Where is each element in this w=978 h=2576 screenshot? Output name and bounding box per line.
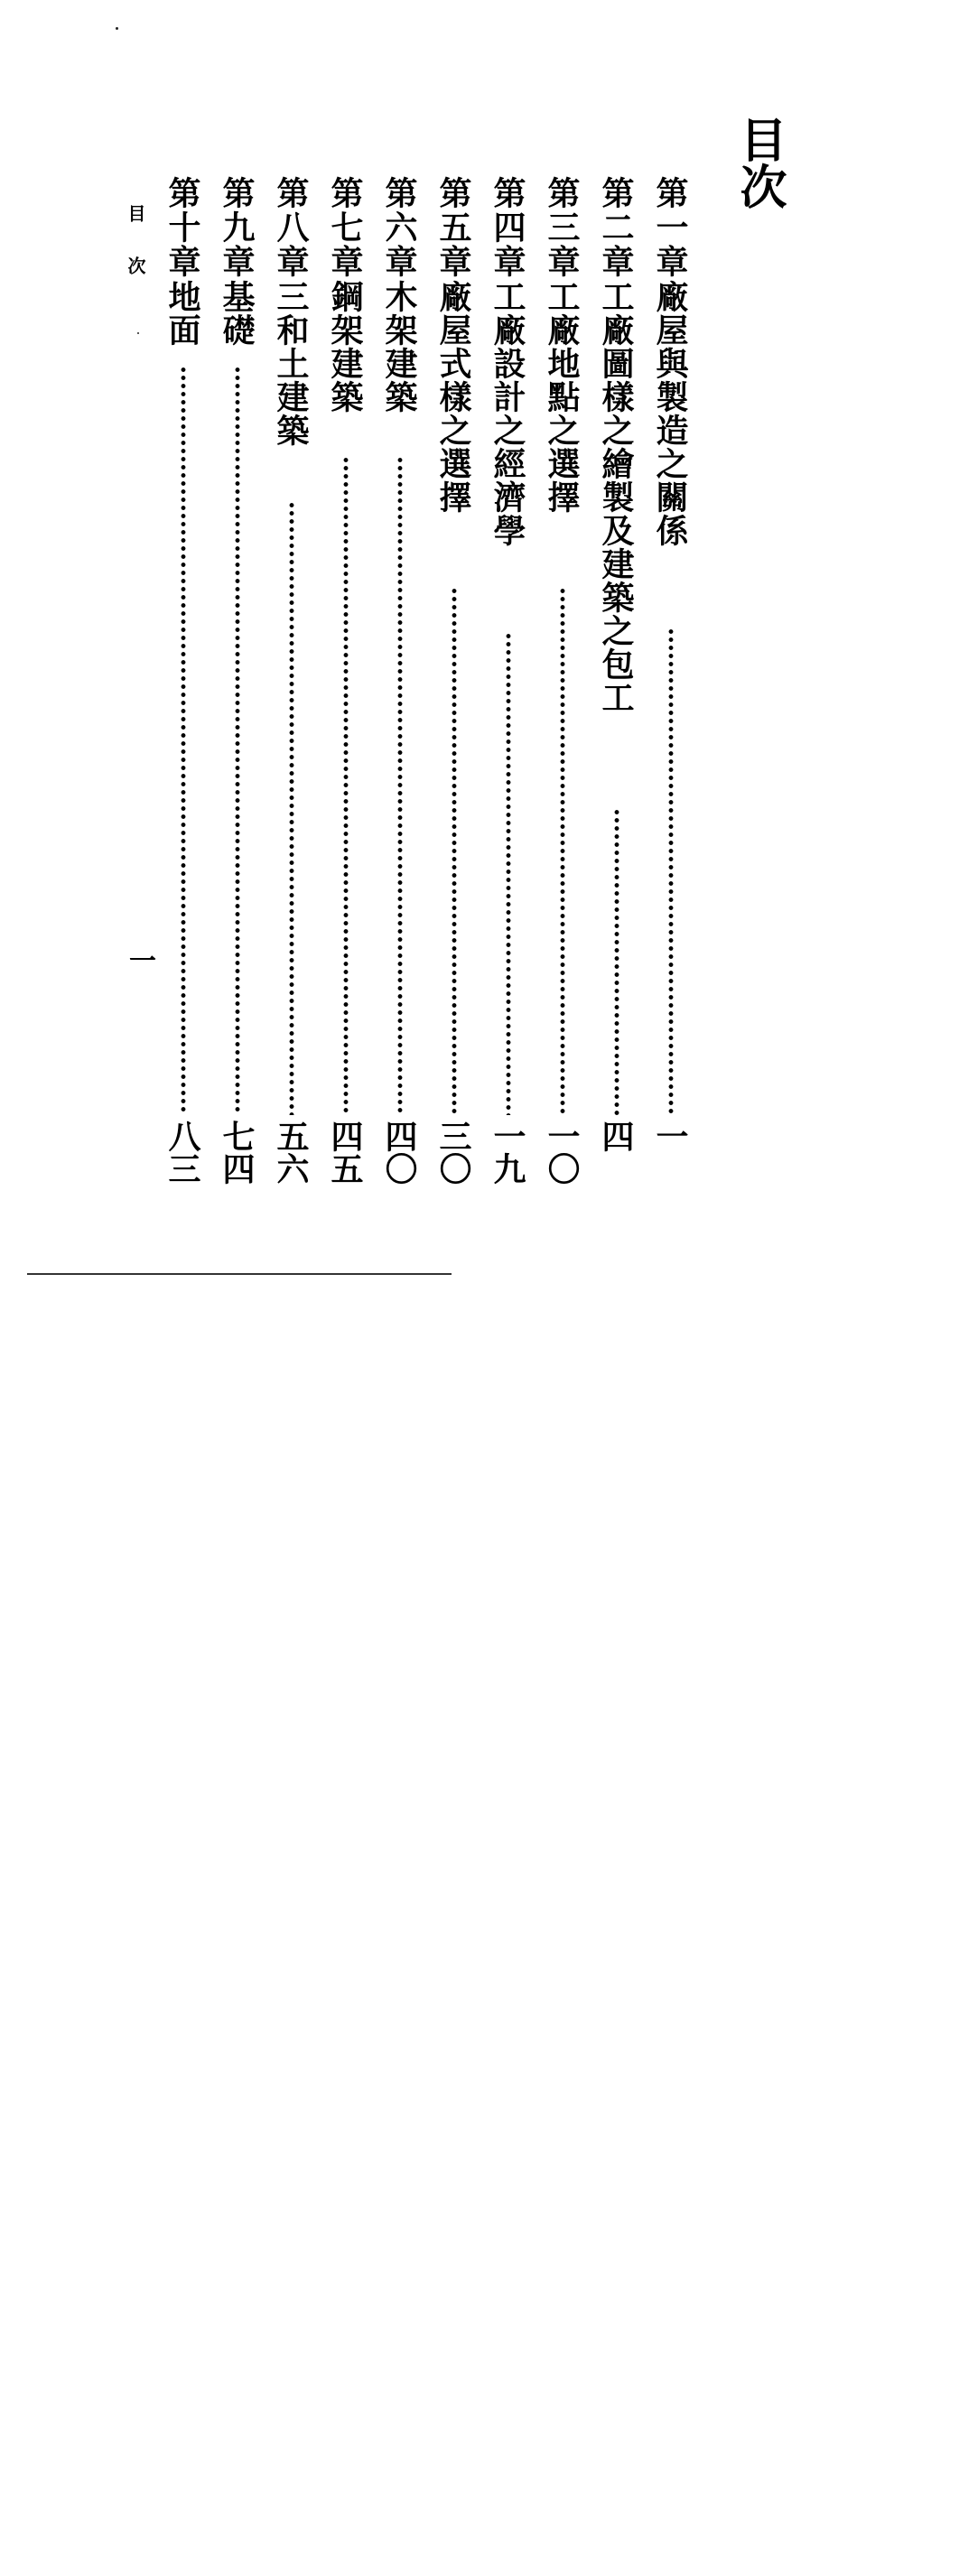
chapter-number: 第一章 <box>651 176 689 279</box>
dot-leader <box>235 366 240 1115</box>
toc-entry-2 <box>594 176 638 1201</box>
page-title: 目次 <box>731 116 787 209</box>
toc-entry-3 <box>540 176 583 1201</box>
chapter-number: 第十章 <box>163 176 201 279</box>
dot-leader <box>181 366 186 1115</box>
chapter-number: 第三章 <box>543 176 581 279</box>
toc-entry-8 <box>269 176 312 1201</box>
folio-page-number: 一 <box>124 946 155 973</box>
chapter-number: 第五章 <box>434 176 472 279</box>
toc-entry-9 <box>215 176 258 1201</box>
chapter-number: 第二章 <box>597 176 635 279</box>
chapter-title: 地面 <box>163 280 201 347</box>
toc-entry-1 <box>648 176 692 1201</box>
chapter-number: 第七章 <box>326 176 364 279</box>
chapter-title: 基礎 <box>218 280 256 347</box>
chapter-title: 廠屋式樣之選擇 <box>434 280 472 514</box>
toc-entry-7 <box>323 176 367 1201</box>
chapter-number: 第八章 <box>272 176 310 279</box>
chapter-title: 三和土建築 <box>272 280 310 447</box>
dot-leader <box>343 456 349 1115</box>
dot-leader <box>560 587 565 1115</box>
toc-entry-4 <box>486 176 529 1201</box>
dot-leader <box>289 501 294 1115</box>
toc-entry-5 <box>432 176 475 1201</box>
toc-entry-6 <box>377 176 421 1201</box>
scan-speck <box>137 332 139 334</box>
dot-leader <box>397 456 403 1115</box>
chapter-number: 第四章 <box>489 176 526 279</box>
chapter-number: 第六章 <box>380 176 418 279</box>
running-head: 目次 <box>125 204 146 309</box>
toc-entry-10 <box>161 176 204 1201</box>
scan-edge-line <box>27 1273 452 1275</box>
chapter-number: 第九章 <box>218 176 256 279</box>
chapter-title: 工廠地點之選擇 <box>543 280 581 514</box>
page-number: 四 <box>597 1120 635 1152</box>
page-number: 一〇 <box>543 1120 581 1185</box>
chapter-title: 工廠設計之經濟學 <box>489 280 526 547</box>
page-number: 三〇 <box>434 1120 472 1185</box>
page-number: 四〇 <box>380 1120 418 1185</box>
chapter-title: 鋼架建築 <box>326 280 364 414</box>
dot-leader <box>452 587 457 1115</box>
dot-leader <box>506 632 511 1115</box>
chapter-title: 工廠圖樣之繪製及建築之包工 <box>597 280 635 714</box>
page-number: 七四 <box>218 1120 256 1185</box>
dot-leader <box>668 628 674 1115</box>
chapter-title: 廠屋與製造之關係 <box>651 280 689 547</box>
page-number: 一九 <box>489 1120 526 1185</box>
dot-leader <box>614 808 619 1115</box>
page-number: 八三 <box>163 1120 201 1185</box>
page-number: 五六 <box>272 1120 310 1185</box>
page-number: 一 <box>651 1120 689 1152</box>
scan-speck <box>116 27 118 30</box>
page-number: 四五 <box>326 1120 364 1185</box>
chapter-title: 木架建築 <box>380 280 418 414</box>
